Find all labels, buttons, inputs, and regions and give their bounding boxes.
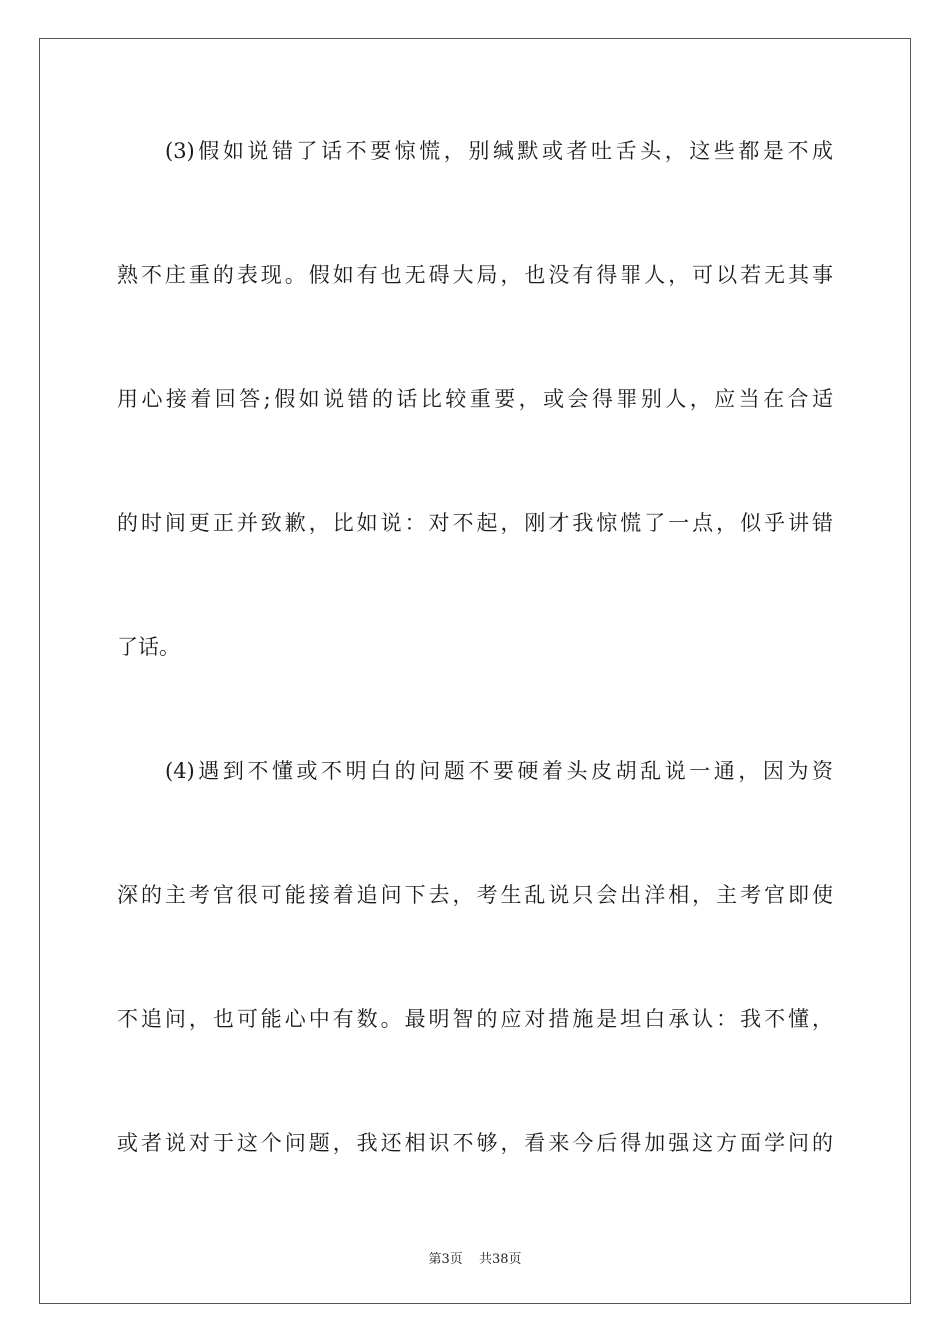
- page-number: 第3页: [428, 1252, 463, 1267]
- paragraph-3-line-5: 了话。: [117, 635, 180, 659]
- paragraph-3-line-1: (3)假如说错了话不要惊慌，别缄默或者吐舌头，这些都是不成: [165, 139, 833, 163]
- paragraph-4-line-4: 或者说对于这个问题，我还相识不够，看来今后得加强这方面学问的: [117, 1131, 833, 1155]
- paragraph-3-line-3: 用心接着回答;假如说错的话比较重要，或会得罪别人，应当在合适: [117, 387, 833, 411]
- paragraph-4-line-3: 不追问，也可能心中有数。最明智的应对措施是坦白承认：我不懂，: [117, 1007, 833, 1031]
- paragraph-3-line-4: 的时间更正并致歉，比如说：对不起，刚才我惊慌了一点，似乎讲错: [117, 511, 833, 535]
- total-pages: 共38页: [478, 1252, 522, 1267]
- paragraph-3-line-2: 熟不庄重的表现。假如有也无碍大局，也没有得罪人，可以若无其事: [117, 263, 833, 287]
- page-footer: [0, 1248, 950, 1267]
- paragraph-4-line-1: (4)遇到不懂或不明白的问题不要硬着头皮胡乱说一通，因为资: [165, 759, 833, 783]
- page-border: [39, 38, 911, 1304]
- paragraph-4-line-2: 深的主考官很可能接着追问下去，考生乱说只会出洋相，主考官即使: [117, 883, 833, 907]
